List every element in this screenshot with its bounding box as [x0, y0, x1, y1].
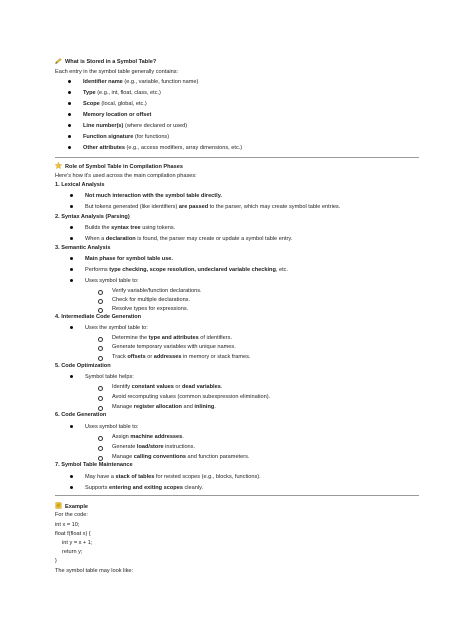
phase-heading-maintenance: 7. Symbol Table Maintenance — [55, 462, 133, 468]
section-title-example: Example — [55, 502, 88, 512]
code-line: int y = x + 1; — [62, 540, 93, 546]
code-line: return y; — [62, 549, 83, 555]
list-item: Line number(s) (where declared or used) — [83, 123, 188, 129]
sub-list-item: Verify variable/function declarations. — [112, 288, 202, 294]
list-item: Performs type checking, scope resolution, undeclared variable checking, etc. — [85, 267, 288, 273]
list-item: Symbol table helps: — [85, 374, 134, 380]
sub-list-item: Identify constant values or dead variables. — [112, 384, 223, 390]
list-item: Identifier name (e.g., variable, function name) — [83, 79, 199, 85]
section-intro-phases: Here's how it's used across the main compilation phases: — [55, 173, 197, 179]
sub-list-item: Assign machine addresses. — [112, 434, 184, 440]
phase-heading-syntax: 2. Syntax Analysis (Parsing) — [55, 214, 130, 220]
phase-heading-optimization: 5. Code Optimization — [55, 363, 111, 369]
pencil-icon — [55, 58, 62, 67]
phase-heading-icg: 4. Intermediate Code Generation — [55, 314, 142, 320]
sub-list-item: Avoid recomputing values (common subexpression elimination). — [112, 394, 271, 400]
sub-list-item: Track offsets or addresses in memory or stack frames. — [112, 354, 251, 360]
sub-list-item: Manage register allocation and inlining. — [112, 404, 216, 410]
example-outro: The symbol table may look like: — [55, 568, 134, 574]
list-item: Main phase for symbol table use. — [85, 256, 173, 262]
list-item: Uses symbol table to: — [85, 424, 139, 430]
list-item: Uses the symbol table to: — [85, 325, 148, 331]
section-title-stored: What is Stored in a Symbol Table? — [55, 58, 156, 67]
phase-heading-codegen: 6. Code Generation — [55, 412, 107, 418]
list-item: Supports entering and exiting scopes cleanly. — [85, 485, 204, 491]
list-item: Not much interaction with the symbol table directly. — [85, 193, 222, 199]
list-item: When a declaration is found, the parser may create or update a symbol table entry. — [85, 236, 293, 242]
sub-list-item: Manage calling conventions and function parameters. — [112, 454, 250, 460]
list-item: Function signature (for functions) — [83, 134, 170, 140]
list-item: May have a stack of tables for nested scopes (e.g., blocks, functions). — [85, 474, 261, 480]
list-item: Uses symbol table to: — [85, 278, 139, 284]
example-intro: For the code: — [55, 512, 88, 518]
sub-list-item: Resolve types for expressions. — [112, 306, 189, 312]
code-line: } — [55, 558, 57, 564]
sub-list-item: Generate temporary variables with unique names. — [112, 344, 236, 350]
list-item: Memory location or offset — [83, 112, 152, 118]
phase-heading-lexical: 1. Lexical Analysis — [55, 182, 105, 188]
section-intro-stored: Each entry in the symbol table generally contains: — [55, 69, 179, 75]
list-item: Type (e.g., int, float, class, etc.) — [83, 90, 161, 96]
sub-list-item: Check for multiple declarations. — [112, 297, 191, 303]
code-line: int x = 10; — [55, 522, 80, 528]
list-item: Scope (local, global, etc.) — [83, 101, 147, 107]
section-title-phases: Role of Symbol Table in Compilation Phases — [55, 162, 183, 172]
section-divider — [55, 495, 419, 496]
star-icon — [55, 162, 62, 172]
list-item: But tokens generated (like identifiers) are passed to the parser, which may create symbol table entries. — [85, 204, 341, 210]
section-divider — [55, 157, 419, 158]
code-line: float f(float x) { — [55, 531, 91, 537]
sub-list-item: Generate load/store instructions. — [112, 444, 196, 450]
sub-list-item: Determine the type and attributes of identifiers. — [112, 335, 233, 341]
list-item: Builds the syntax tree using tokens. — [85, 225, 176, 231]
phase-heading-semantic: 3. Semantic Analysis — [55, 245, 111, 251]
list-item: Other attributes (e.g., access modifiers, array dimensions, etc.) — [83, 145, 243, 151]
